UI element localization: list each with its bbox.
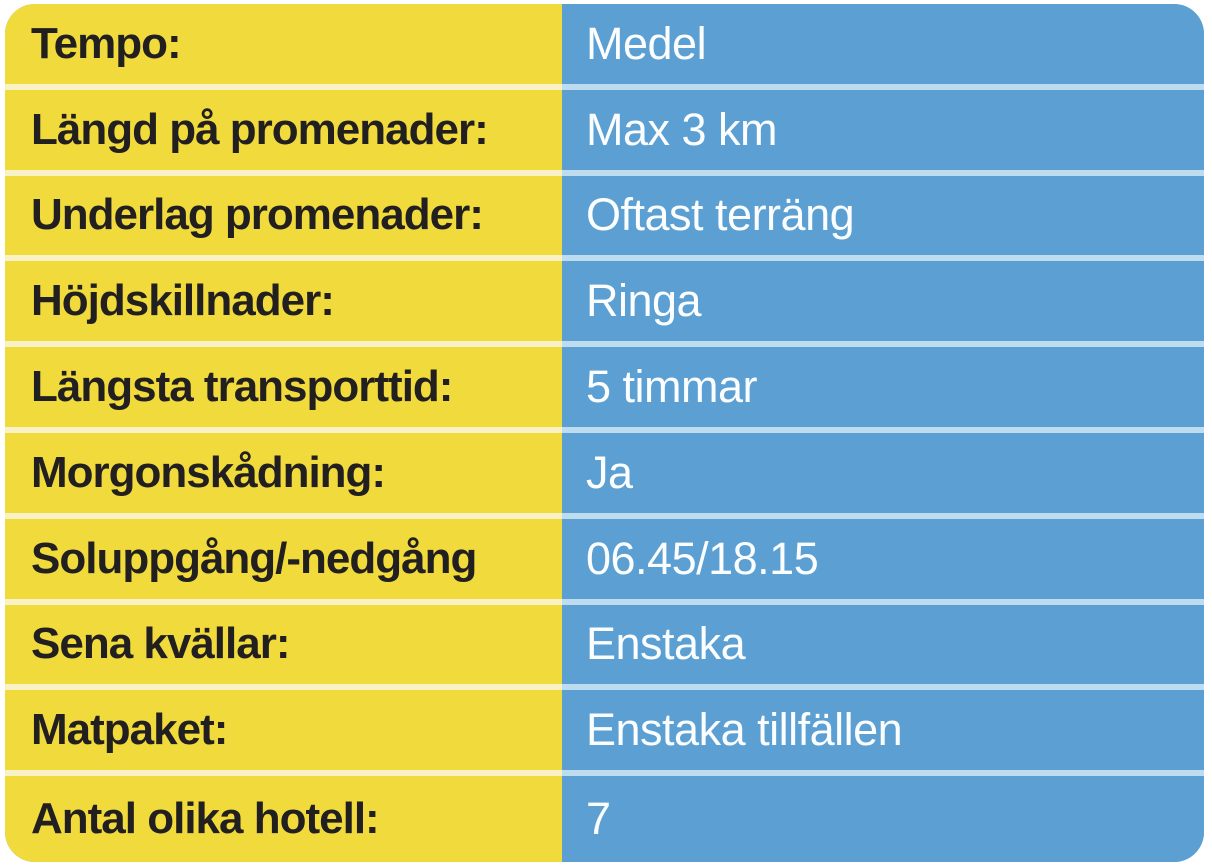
table-row [5, 776, 1204, 862]
table-row [5, 176, 1204, 262]
table-row [5, 690, 1204, 776]
row-value: 7 [562, 776, 1204, 862]
row-value: Enstaka tillfällen [562, 690, 1204, 776]
row-value: 06.45/18.15 [562, 519, 1204, 605]
row-value: 5 timmar [562, 347, 1204, 433]
row-label: Längd på promenader: [5, 90, 562, 176]
row-label: Underlag promenader: [5, 176, 562, 262]
info-table [5, 4, 1204, 862]
table-row [5, 347, 1204, 433]
row-label: Soluppgång/-nedgång [5, 519, 562, 605]
row-label: Längsta transporttid: [5, 347, 562, 433]
row-label: Matpaket: [5, 690, 562, 776]
table-row [5, 90, 1204, 176]
table-row [5, 519, 1204, 605]
row-label: Höjdskillnader: [5, 261, 562, 347]
table-row [5, 433, 1204, 519]
row-label: Antal olika hotell: [5, 776, 562, 862]
row-value: Max 3 km [562, 90, 1204, 176]
row-value: Medel [562, 4, 1204, 90]
table-row [5, 605, 1204, 691]
table-row [5, 4, 1204, 90]
row-value: Ja [562, 433, 1204, 519]
row-value: Oftast terräng [562, 176, 1204, 262]
row-label: Tempo: [5, 4, 562, 90]
table-row [5, 261, 1204, 347]
row-label: Sena kvällar: [5, 605, 562, 691]
row-value: Enstaka [562, 605, 1204, 691]
row-label: Morgonskådning: [5, 433, 562, 519]
row-value: Ringa [562, 261, 1204, 347]
